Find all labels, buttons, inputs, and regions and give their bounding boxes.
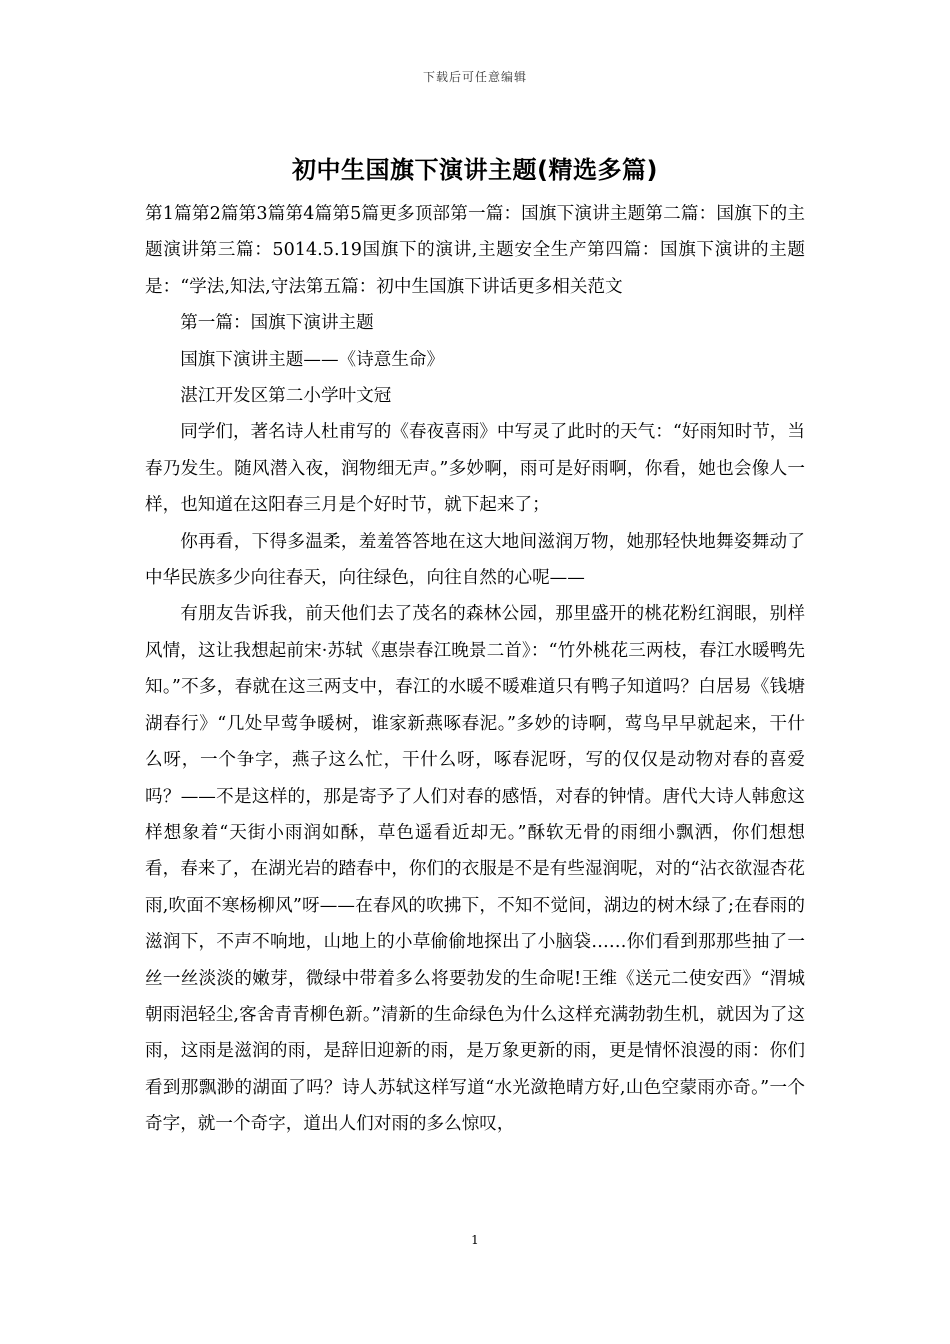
body-paragraph: 你再看，下得多温柔，羞羞答答地在这大地间滋润万物，她那轻快地舞姿舞动了中华民族多少向往春天，向往绿色，向往自然的心呢——: [145, 531, 805, 589]
speech-title: 国旗下演讲主题——《诗意生命》: [180, 349, 445, 370]
section-heading: 第一篇：国旗下演讲主题: [180, 313, 374, 334]
document-body: [145, 196, 805, 1143]
header-note: 下载后可任意编辑: [422, 70, 527, 84]
toc-paragraph: 第1篇第2篇第3篇第4篇第5篇更多顶部第一篇：国旗下演讲主题第二篇：国旗下的主题演讲第三篇：5014.5.19国旗下的演讲,主题安全生产第四篇：国旗下演讲的主题是：“学法,知法,守法第五篇：初中生国旗下讲话更多相关范文: [145, 204, 805, 297]
page-number: 1: [471, 1233, 479, 1247]
document-title: 初中生国旗下演讲主题(精选多篇): [292, 156, 658, 184]
body-paragraph: 有朋友告诉我，前天他们去了茂名的森林公园，那里盛开的桃花粉红润眼，别样风情，这让我想起前宋·苏轼《惠崇春江晚景二首》：“竹外桃花三两枝，春江水暖鸭先知。”不多，春就在这三两支中，春江的水暖不暖难道只有鸭子知道吗？白居易《钱塘湖春行》“几处早莺争暖树，谁家新燕啄春泥。”多妙的诗啊，莺鸟早早就起来，干什么呀，一个争字，燕子这么忙，干什么呀，啄春泥呀，写的仅仅是动物对春的喜爱吗？——不是这样的，那是寄予了人们对春的感悟，对春的钟情。唐代大诗人韩愈这样想象着“天街小雨润如酥，草色遥看近却无。”酥软无骨的雨细小飘洒，你们想想看，春来了，在湖光岩的踏春中，你们的衣服是不是有些湿润呢，对的“沾衣欲湿杏花雨,吹面不寒杨柳风”呀——在春风的吹拂下，不知不觉间，湖边的树木绿了;在春雨的滋润下，不声不响地，山地上的小草偷偷地探出了小脑袋……你们看到那那些抽了一丝一丝淡淡的嫩芽，微绿中带着多么将要勃发的生命呢!王维《送元二使安西》“渭城朝雨浥轻尘,客舍青青柳色新。”清新的生命绿色为什么这样充满勃勃生机，就因为了这雨，这雨是滋润的雨，是辞旧迎新的雨，是万象更新的雨，更是情怀浪漫的雨：你们看到那飘渺的湖面了吗？诗人苏轼这样写道“水光潋艳晴方好,山色空蒙雨亦奇。”一个奇字，就一个奇字，道出人们对雨的多么惊叹，: [145, 604, 805, 1135]
speech-author: 湛江开发区第二小学叶文冠: [180, 386, 392, 407]
body-paragraph: 同学们，著名诗人杜甫写的《春夜喜雨》中写灵了此时的天气：“好雨知时节，当春乃发生。随风潜入夜，润物细无声。”多妙啊，雨可是好雨啊，你看，她也会像人一样，也知道在这阳春三月是个好时节，就下起来了；: [145, 422, 805, 516]
